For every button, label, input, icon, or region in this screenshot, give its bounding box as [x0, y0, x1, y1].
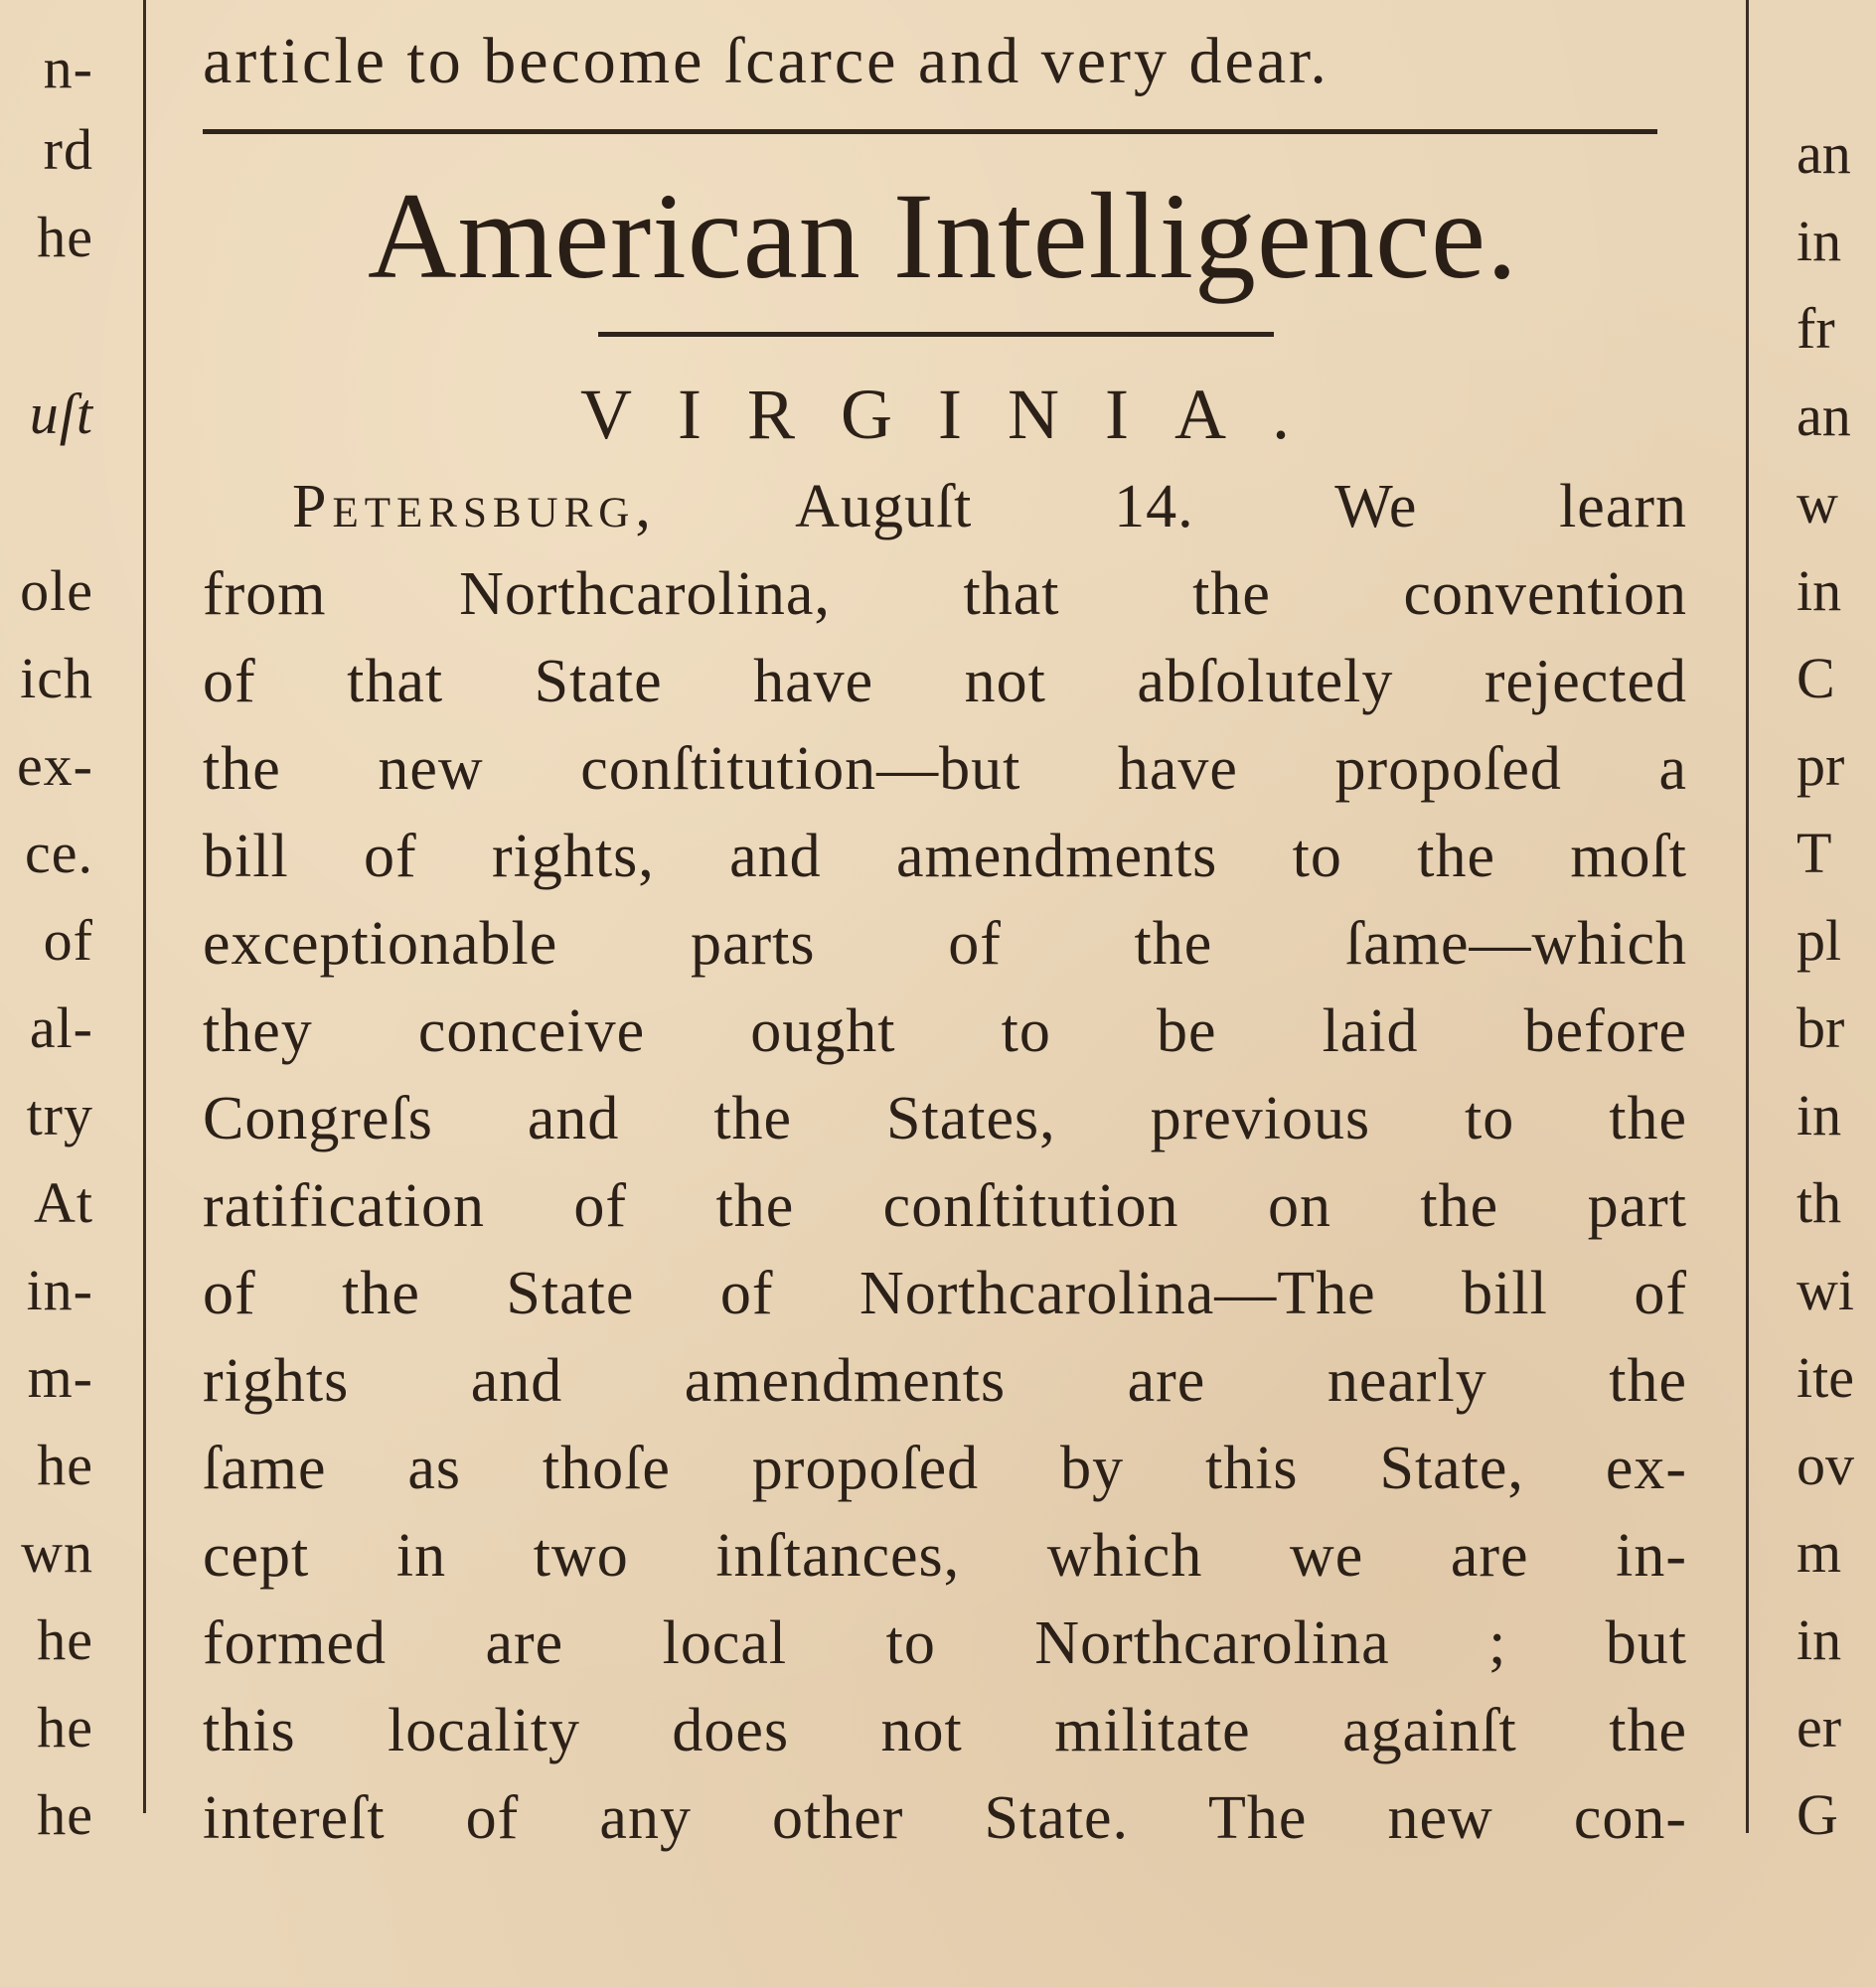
right-column-fragments [1789, 0, 1876, 1888]
text-line: cept in two inſtances, which we are in- [203, 1522, 1687, 1590]
text-line: rights and amendments are nearly the [203, 1347, 1687, 1415]
right-fragment: th [1797, 1170, 1842, 1235]
dateline-place: Petersburg, [292, 473, 657, 540]
text-line: of that State have not abſolutely rejected [203, 648, 1687, 715]
left-fragment: ole [20, 558, 93, 623]
text-line: Congreſs and the States, previous to the [203, 1085, 1687, 1152]
right-fragment: C [1797, 646, 1835, 710]
right-fragment: w [1797, 471, 1838, 535]
headline-underline [598, 332, 1274, 337]
text-line: ratification of the conſtitution on the part [203, 1172, 1687, 1240]
right-fragment: ov [1797, 1433, 1854, 1497]
right-fragment: pl [1797, 908, 1842, 973]
text-line: exceptionable parts of the ſame—which [203, 910, 1687, 978]
text-line: of the State of Northcarolina—The bill of [203, 1260, 1687, 1327]
left-fragment: ce. [25, 821, 93, 885]
right-fragment: er [1797, 1695, 1842, 1759]
text-line: from Northcarolina, that the convention [203, 560, 1687, 628]
left-fragment: n- [43, 36, 93, 100]
dateline-date: Auguſt 14. [795, 473, 1194, 540]
text-line-segment: We learn [1334, 473, 1687, 540]
left-fragment: At [34, 1170, 93, 1235]
right-fragment: in [1797, 209, 1842, 273]
left-fragment: m- [27, 1345, 93, 1410]
left-fragment: he [37, 1695, 93, 1759]
article-body [203, 463, 1687, 1862]
left-fragment: rd [43, 117, 93, 182]
right-fragment: br [1797, 995, 1845, 1060]
left-fragment: he [37, 1782, 93, 1847]
text-line: bill of rights, and amendments to the moſt [203, 823, 1687, 890]
left-fragment: al- [29, 995, 93, 1060]
left-fragment: he [37, 1607, 93, 1672]
right-fragment: G [1797, 1782, 1838, 1847]
right-fragment: fr [1797, 296, 1835, 361]
state-heading: VIRGINIA. [580, 375, 1335, 454]
text-line: the new conſtitution—but have propoſed a [203, 735, 1687, 803]
left-fragment: wn [21, 1520, 93, 1585]
left-fragment: uſt [29, 382, 93, 446]
right-fragment: an [1797, 121, 1851, 186]
right-fragment: m [1797, 1520, 1842, 1585]
text-line [203, 463, 1687, 550]
text-line: this locality does not militate againſt the [203, 1697, 1687, 1764]
right-fragment: wi [1797, 1258, 1854, 1322]
page-title: American Intelligence. [367, 168, 1519, 304]
previous-article-last-line: article to become ſcarce and very dear. [203, 25, 1329, 97]
right-fragment: in [1797, 1083, 1842, 1147]
right-fragment: pr [1797, 733, 1845, 798]
left-column-fragments [0, 0, 109, 1888]
section-divider [203, 129, 1657, 134]
text-line: intereſt of any other State. The new con- [203, 1784, 1687, 1852]
left-fragment: ich [20, 646, 93, 710]
left-fragment: ex- [16, 733, 93, 798]
text-line: ſame as thoſe propoſed by this State, ex- [203, 1435, 1687, 1502]
column-rule-left [143, 0, 146, 1813]
left-fragment: try [26, 1083, 93, 1147]
left-fragment: in- [26, 1258, 93, 1322]
left-fragment: of [43, 908, 93, 973]
left-fragment: he [37, 1433, 93, 1497]
right-fragment: in [1797, 558, 1842, 623]
right-fragment: T [1797, 821, 1832, 885]
column-rule-right [1746, 0, 1749, 1833]
right-fragment: ite [1797, 1345, 1854, 1410]
right-fragment: an [1797, 383, 1851, 448]
text-line: formed are local to Northcarolina ; but [203, 1609, 1687, 1677]
left-fragment: he [37, 205, 93, 269]
text-line: they conceive ought to be laid before [203, 997, 1687, 1065]
right-fragment: in [1797, 1607, 1842, 1672]
